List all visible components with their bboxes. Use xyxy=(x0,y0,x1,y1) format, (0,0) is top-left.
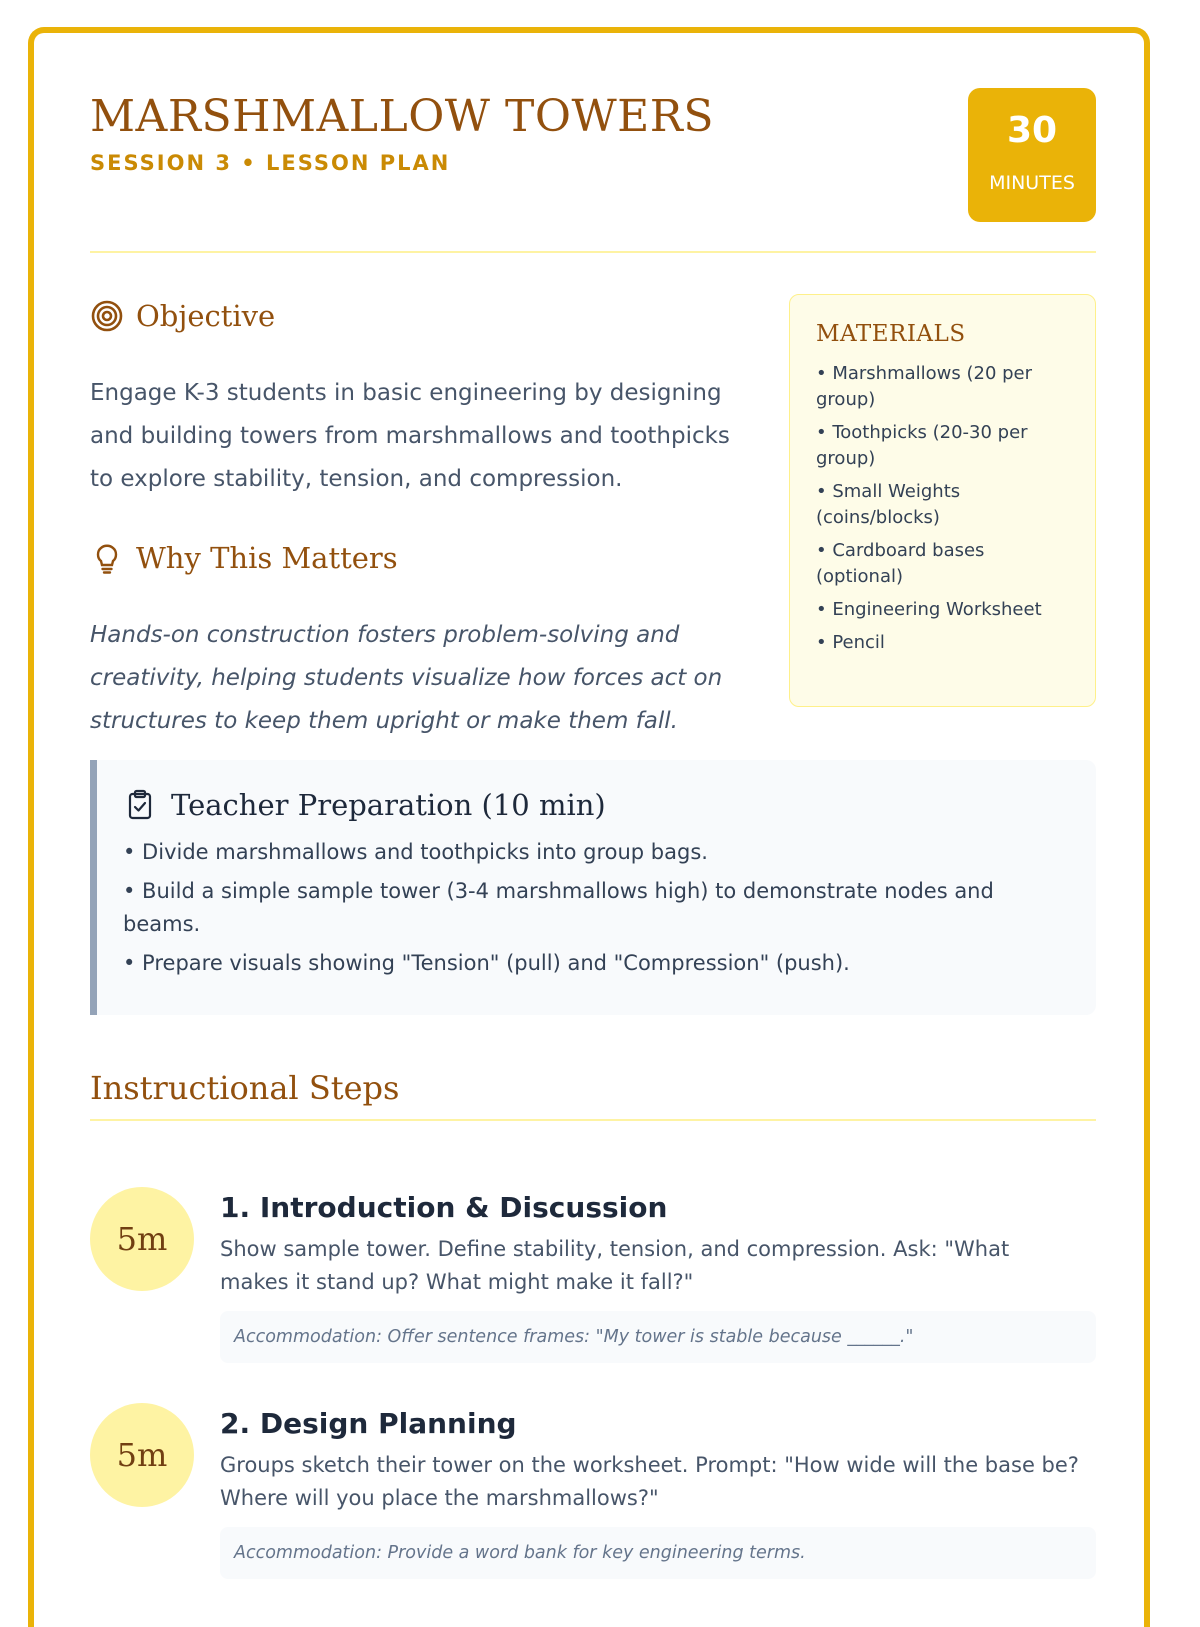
materials-panel xyxy=(789,294,1096,707)
lesson-plan-card xyxy=(28,27,1150,1627)
duration-badge xyxy=(968,88,1096,222)
prep-list xyxy=(123,836,1070,980)
lightbulb-icon xyxy=(90,541,124,575)
materials-item: • Marshmallows (20 per group) xyxy=(816,363,1033,410)
page-subtitle: SESSION 3 • LESSON PLAN xyxy=(90,151,451,175)
objective-text: Engage K-3 students in basic engineering by designing and building towers from marshmallows and toothpicks to explore stability, tension, and compression. xyxy=(90,380,730,492)
step-accommodation: Accommodation: Provide a word bank for key engineering terms. xyxy=(220,1527,1096,1579)
step-title: 1. Introduction & Discussion xyxy=(220,1191,668,1224)
materials-title: MATERIALS xyxy=(816,321,966,347)
materials-item: • Engineering Worksheet xyxy=(816,599,1042,620)
teacher-prep-panel xyxy=(90,760,1096,1015)
clipboard-check-icon xyxy=(123,788,157,822)
target-icon xyxy=(90,299,124,333)
prep-heading-label: Teacher Preparation (10 min) xyxy=(171,788,606,822)
materials-list xyxy=(816,361,1071,656)
duration-unit: MINUTES xyxy=(989,172,1075,194)
step-description: Show sample tower. Define stability, tension, and compression. Ask: "What makes it stand up? What might make it fall?" xyxy=(220,1237,1010,1294)
steps-divider xyxy=(90,1119,1096,1121)
objective-heading xyxy=(90,299,275,333)
why-heading-label: Why This Matters xyxy=(136,541,398,575)
why-text: Hands-on construction fosters problem-solving and creativity, helping students visualize how forces act on structures to keep them upright or make them fall. xyxy=(90,622,723,734)
step-description: Groups sketch their tower on the worksheet. Prompt: "How wide will the base be? Where will you place the marshmallows?" xyxy=(220,1453,1079,1510)
materials-item: • Small Weights (coins/blocks) xyxy=(816,481,961,528)
steps-title: Instructional Steps xyxy=(90,1069,400,1107)
why-heading xyxy=(90,541,398,575)
materials-item: • Toothpicks (20-30 per group) xyxy=(816,422,1028,469)
duration-value: 30 xyxy=(1006,110,1058,151)
step-duration-badge: 5m xyxy=(90,1187,194,1291)
page-title: MARSHMALLOW TOWERS xyxy=(90,91,715,142)
step-duration-badge: 5m xyxy=(90,1403,194,1507)
prep-heading xyxy=(123,788,1070,822)
step-title: 2. Design Planning xyxy=(220,1407,517,1440)
step-accommodation: Accommodation: Offer sentence frames: "My tower is stable because ______." xyxy=(220,1311,1096,1363)
materials-item: • Pencil xyxy=(816,632,885,653)
prep-item: • Divide marshmallows and toothpicks into group bags. xyxy=(123,840,708,864)
prep-item: • Prepare visuals showing "Tension" (pull) and "Compression" (push). xyxy=(123,951,850,975)
materials-item: • Cardboard bases (optional) xyxy=(816,540,985,587)
objective-heading-label: Objective xyxy=(136,299,276,333)
header-divider xyxy=(90,251,1096,253)
prep-item: • Build a simple sample tower (3-4 marshmallows high) to demonstrate nodes and beams. xyxy=(123,879,994,936)
